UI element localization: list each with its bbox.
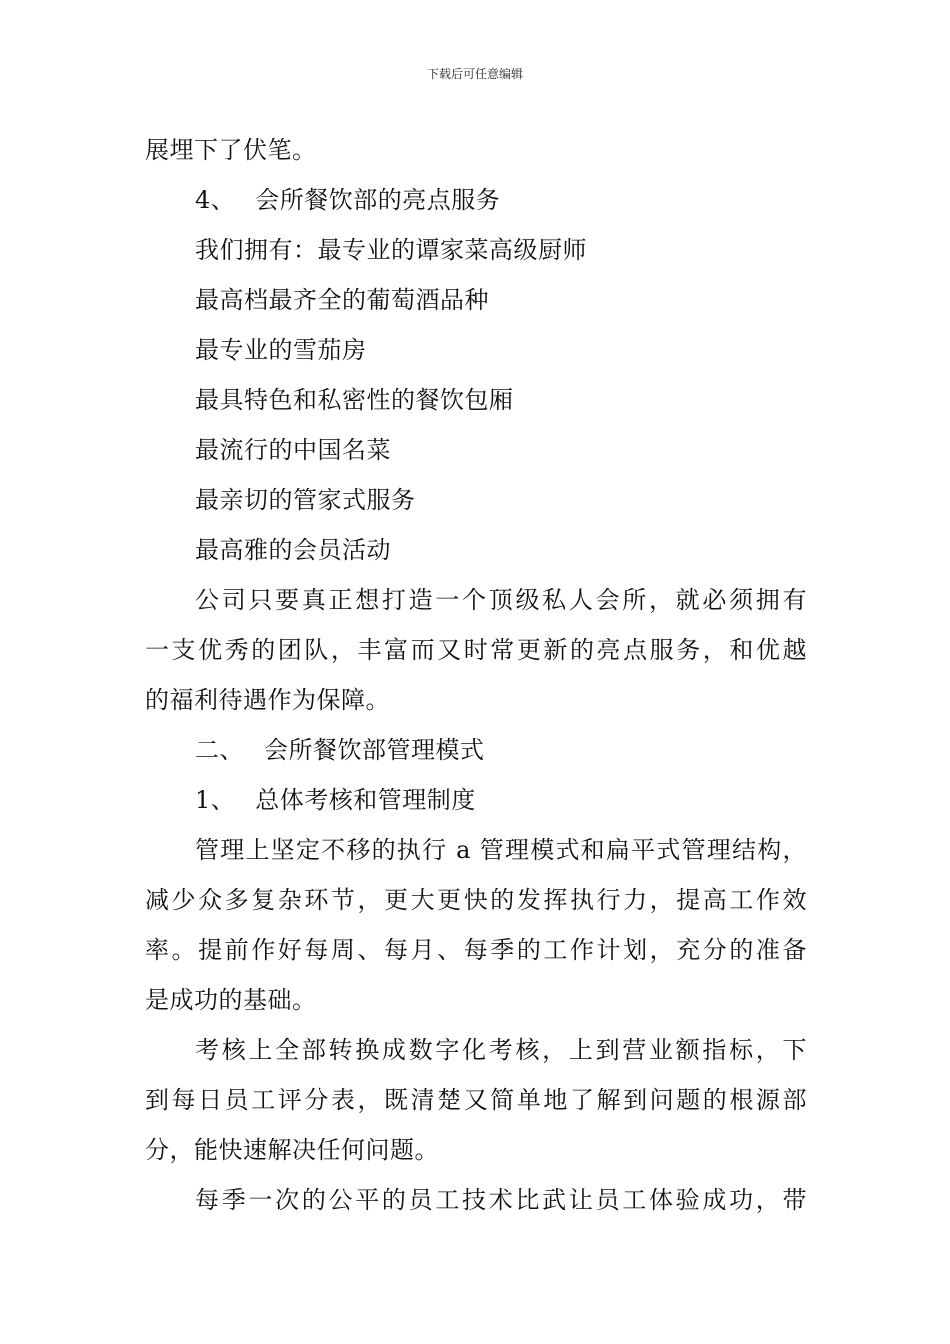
section-number: 1、 xyxy=(195,786,236,814)
page-header: 下载后可任意编辑 xyxy=(426,67,523,81)
paragraph-line: 展埋下了伏笔。 xyxy=(145,136,317,164)
list-item: 我们拥有：最专业的谭家菜高级厨师 xyxy=(195,236,587,264)
paragraph-line: 到每日员工评分表，既清楚又简单地了解到问题的根源部 xyxy=(145,1086,807,1114)
section-heading xyxy=(145,775,807,825)
paragraph-line: 一支优秀的团队，丰富而又时常更新的亮点服务，和优越 xyxy=(145,636,807,664)
paragraph-line: 分，能快速解决任何问题。 xyxy=(145,1136,439,1164)
list-item: 最流行的中国名菜 xyxy=(195,436,391,464)
section-number: 二、 xyxy=(195,736,244,764)
section-heading xyxy=(145,725,807,775)
list-item: 最具特色和私密性的餐饮包厢 xyxy=(195,386,514,414)
section-number: 4、 xyxy=(195,186,236,214)
paragraph-line: 每季一次的公平的员工技术比武让员工体验成功，带 xyxy=(195,1186,807,1214)
paragraph-line: 的福利待遇作为保障。 xyxy=(145,686,390,714)
list-item: 最亲切的管家式服务 xyxy=(195,486,416,514)
list-item: 最专业的雪茄房 xyxy=(195,336,367,364)
section-title: 会所餐饮部管理模式 xyxy=(264,736,485,764)
list-item: 最高档最齐全的葡萄酒品种 xyxy=(195,286,489,314)
paragraph-line: 考核上全部转换成数字化考核，上到营业额指标，下 xyxy=(195,1036,807,1064)
document-body xyxy=(145,125,807,1225)
section-heading xyxy=(145,175,807,225)
section-title: 总体考核和管理制度 xyxy=(255,786,476,814)
section-title: 会所餐饮部的亮点服务 xyxy=(255,186,501,214)
paragraph-line: 管理上坚定不移的执行 a 管理模式和扁平式管理结构， xyxy=(195,836,807,864)
paragraph-line: 减少众多复杂环节，更大更快的发挥执行力，提高工作效 xyxy=(145,886,807,914)
paragraph-line: 率。提前作好每周、每月、每季的工作计划，充分的准备 xyxy=(145,936,807,964)
paragraph-line: 是成功的基础。 xyxy=(145,986,317,1014)
list-item: 最高雅的会员活动 xyxy=(195,536,391,564)
paragraph-line: 公司只要真正想打造一个顶级私人会所，就必须拥有 xyxy=(195,586,807,614)
